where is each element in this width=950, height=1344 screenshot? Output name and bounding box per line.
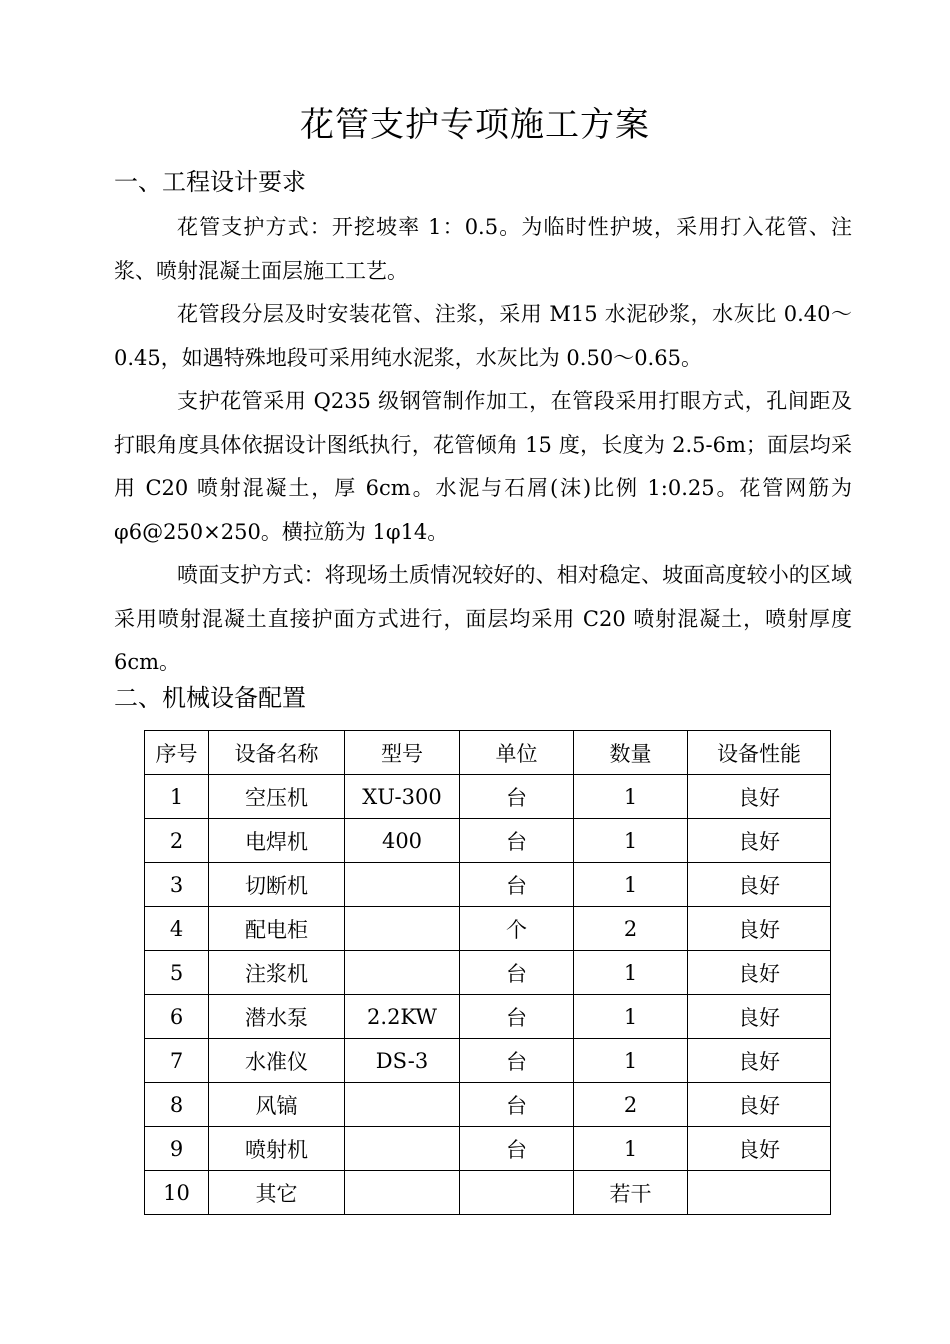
table-cell: 2 <box>574 907 688 951</box>
table-cell: 1 <box>574 951 688 995</box>
table-cell: 良好 <box>688 907 831 951</box>
header-cell: 序号 <box>145 731 209 775</box>
table-cell: 台 <box>460 951 574 995</box>
section-heading-equipment: 二、机械设备配置 <box>114 684 306 712</box>
table-cell: 喷射机 <box>209 1127 345 1171</box>
table-cell: 良好 <box>688 1039 831 1083</box>
table-cell <box>345 863 460 907</box>
table-cell: 注浆机 <box>209 951 345 995</box>
table-cell: 1 <box>574 1039 688 1083</box>
table-cell: 台 <box>460 819 574 863</box>
table-cell <box>460 1171 574 1215</box>
table-cell: 2 <box>574 1083 688 1127</box>
table-cell: DS-3 <box>345 1039 460 1083</box>
table-cell: 水准仪 <box>209 1039 345 1083</box>
header-cell: 设备名称 <box>209 731 345 775</box>
table-cell: 潜水泵 <box>209 995 345 1039</box>
table-row <box>145 1127 831 1171</box>
table-cell: 9 <box>145 1127 209 1171</box>
table-row <box>145 863 831 907</box>
header-cell: 单位 <box>460 731 574 775</box>
equipment-table <box>144 730 831 1215</box>
table-cell: 10 <box>145 1171 209 1215</box>
table-cell: 5 <box>145 951 209 995</box>
table-cell: 良好 <box>688 951 831 995</box>
table-cell <box>345 1171 460 1215</box>
table-cell: 台 <box>460 1039 574 1083</box>
table-cell: 良好 <box>688 819 831 863</box>
table-cell: 6 <box>145 995 209 1039</box>
table-row <box>145 1039 831 1083</box>
table-cell: 400 <box>345 819 460 863</box>
table-cell: 2.2KW <box>345 995 460 1039</box>
paragraph-spray-support: 喷面支护方式：将现场土质情况较好的、相对稳定、坡面高度较小的区域采用喷射混凝土直接护面方式进行，面层均采用 C20 喷射混凝土，喷射厚度 6cm。 <box>114 563 852 674</box>
table-header-row <box>145 731 831 775</box>
table-row <box>145 907 831 951</box>
table-cell: 1 <box>574 1127 688 1171</box>
table-row <box>145 1171 831 1215</box>
table-cell: 良好 <box>688 1127 831 1171</box>
header-cell: 型号 <box>345 731 460 775</box>
table-row <box>145 951 831 995</box>
table-cell: 切断机 <box>209 863 345 907</box>
table-cell: 1 <box>574 819 688 863</box>
table-cell: 8 <box>145 1083 209 1127</box>
table-cell <box>345 1127 460 1171</box>
table-cell: 配电柜 <box>209 907 345 951</box>
table-cell: 3 <box>145 863 209 907</box>
table-cell: 台 <box>460 775 574 819</box>
paragraph-steel-pipe: 支护花管采用 Q235 级钢管制作加工，在管段采用打眼方式，孔间距及打眼角度具体依据设计图纸执行，花管倾角 15 度，长度为 2.5-6m；面层均采用 C20 喷射混凝土，厚 6cm。水泥与石屑(沫)比例 1:0.25。花管网筋为φ6@250×250。横拉筋为 1φ14。 <box>114 389 852 544</box>
header-cell: 设备性能 <box>688 731 831 775</box>
table-cell: 个 <box>460 907 574 951</box>
table-cell: 其它 <box>209 1171 345 1215</box>
table-cell: 7 <box>145 1039 209 1083</box>
table-cell: 空压机 <box>209 775 345 819</box>
paragraph-grouting: 花管段分层及时安装花管、注浆，采用 M15 水泥砂浆，水灰比 0.40～0.45，如遇特殊地段可采用纯水泥浆，水灰比为 0.50～0.65。 <box>114 302 852 370</box>
table-cell: 良好 <box>688 863 831 907</box>
table-cell: 若干 <box>574 1171 688 1215</box>
table-cell: 风镐 <box>209 1083 345 1127</box>
table-row <box>145 995 831 1039</box>
table-cell <box>345 1083 460 1127</box>
table-cell <box>345 907 460 951</box>
table-cell: 1 <box>574 995 688 1039</box>
table-row <box>145 775 831 819</box>
table-cell: XU-300 <box>345 775 460 819</box>
table-row <box>145 819 831 863</box>
paragraph-support-method: 花管支护方式：开挖坡率 1：0.5。为临时性护坡，采用打入花管、注浆、喷射混凝土面层施工工艺。 <box>114 215 852 283</box>
table-cell: 台 <box>460 1127 574 1171</box>
table-cell: 台 <box>460 995 574 1039</box>
table-cell: 1 <box>145 775 209 819</box>
table-cell: 2 <box>145 819 209 863</box>
table-cell <box>688 1171 831 1215</box>
table-cell: 台 <box>460 1083 574 1127</box>
table-cell: 4 <box>145 907 209 951</box>
table-cell: 良好 <box>688 995 831 1039</box>
table-cell: 台 <box>460 863 574 907</box>
document-title: 花管支护专项施工方案 <box>300 105 650 145</box>
table-row <box>145 1083 831 1127</box>
section-heading-design-requirements: 一、工程设计要求 <box>114 168 306 196</box>
table-cell: 1 <box>574 863 688 907</box>
table-cell <box>345 951 460 995</box>
table-cell: 1 <box>574 775 688 819</box>
table-cell: 电焊机 <box>209 819 345 863</box>
table-cell: 良好 <box>688 775 831 819</box>
table-cell: 良好 <box>688 1083 831 1127</box>
header-cell: 数量 <box>574 731 688 775</box>
